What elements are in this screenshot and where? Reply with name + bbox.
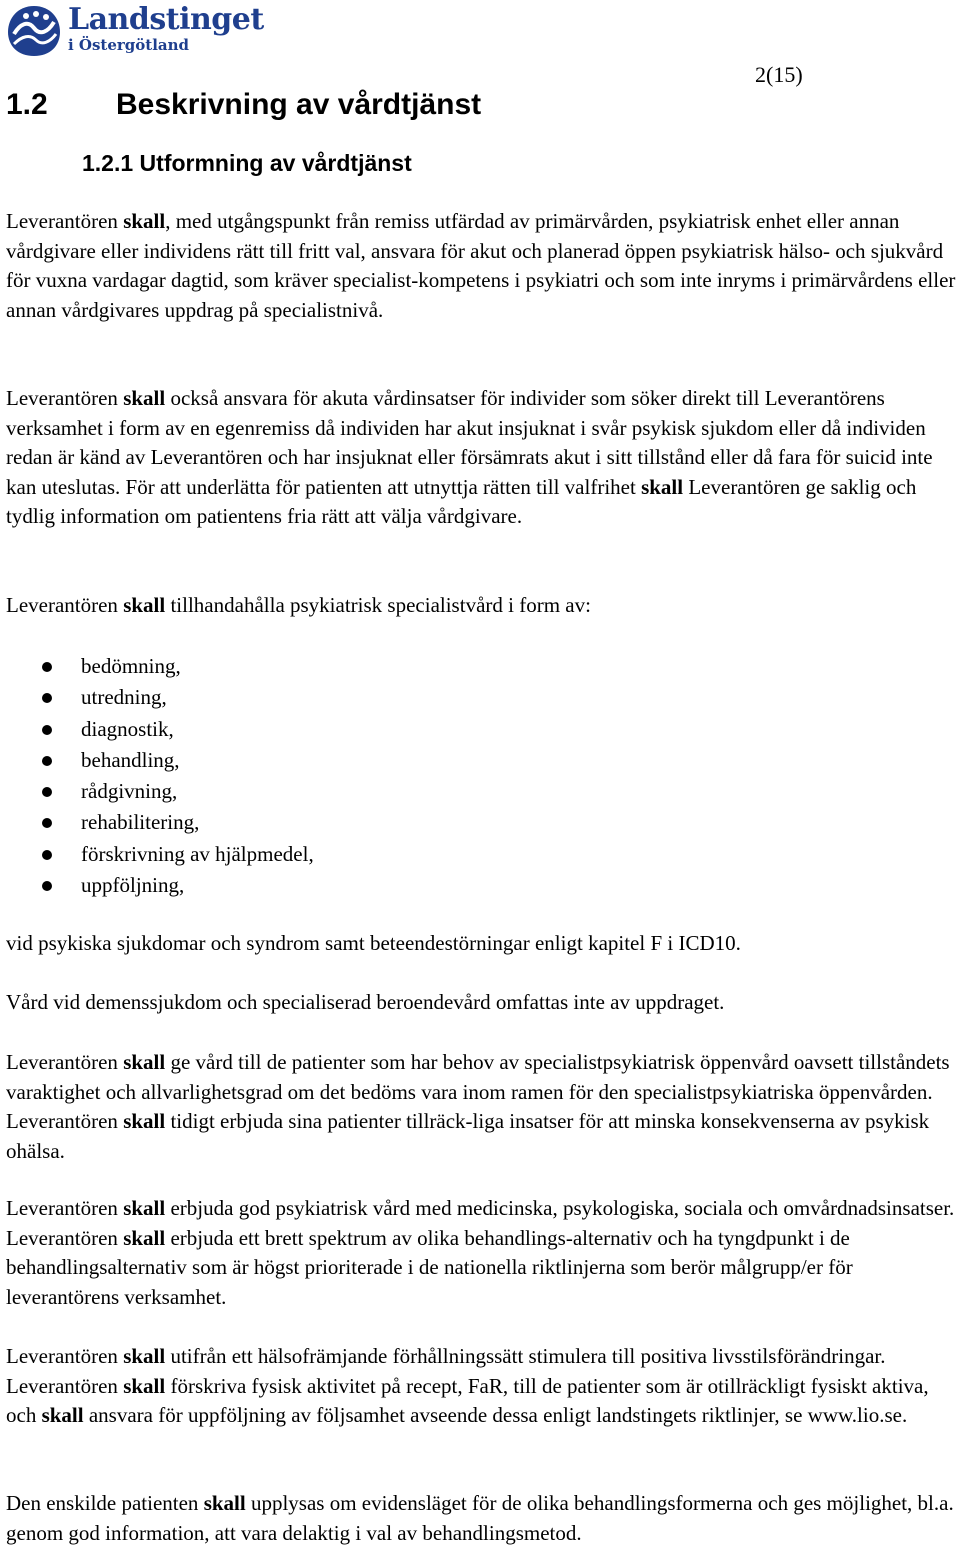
list-item: behandling, (0, 745, 600, 776)
list-item: bedömning, (0, 651, 600, 682)
section-number: 1.2 (6, 88, 48, 121)
paragraph-5: Vård vid demenssjukdom och specialiserad beroendevård omfattas inte av uppdraget. (6, 990, 725, 1014)
list-item: rehabilitering, (0, 807, 600, 838)
list-item: utredning, (0, 682, 600, 713)
bullet-icon (42, 850, 52, 860)
bullet-icon (42, 787, 52, 797)
paragraph-2: Leverantören skall också ansvara för akuta vårdinsatser för individer som söker direkt till Leverantörens verksamhet i form av en egenremiss då individen har akut insjuknat i svår psykisk sjukdom eller då individen redan är känd av Leverantören och har insjuknat eller försämrats akut i sitt tillstånd eller då fara för suicid inte kan uteslutas. För att underlätta för patienten att utnyttja rätten till valfrihet skall Leverantören ge saklig och tydlig information om patientens fria rätt att välja vårdgivare. (6, 386, 933, 528)
section-title: Beskrivning av vårdtjänst (116, 88, 482, 121)
list-item: uppföljning, (0, 870, 600, 901)
list-item: rådgivning, (0, 776, 600, 807)
paragraph-6: Leverantören skall ge vård till de patienter som har behov av specialistpsykiatrisk öppenvård oavsett tillståndets varaktighet och allvarlighetsgrad om det bedöms vara inom ramen för den specialistpsykiatriska öppenvården. Leverantören skall tidigt erbjuda sina patienter tillräck-liga insatser för att minska konsekvenserna av psykisk ohälsa. (6, 1050, 950, 1163)
county-emblem-icon (4, 2, 64, 60)
bullet-icon (42, 818, 52, 828)
paragraph-9: Den enskilde patienten skall upplysas om evidensläget för de olika behandlingsformerna och ges möjlighet, bl.a. genom god information, att vara delaktig i val av behandlingsmetod. (6, 1491, 954, 1545)
bullet-icon (42, 662, 52, 672)
list-item: diagnostik, (0, 714, 600, 745)
bullet-icon (42, 725, 52, 735)
page-number: 2(15) (755, 62, 803, 87)
paragraph-3: Leverantören skall tillhandahålla psykiatrisk specialistvård i form av: (6, 593, 591, 617)
logo-subtitle: i Östergötland (68, 36, 190, 54)
list-item: förskrivning av hjälpmedel, (0, 839, 600, 870)
service-list (0, 651, 600, 901)
paragraph-7: Leverantören skall erbjuda god psykiatrisk vård med medicinska, psykologiska, sociala och omvårdnadsinsatser. Leverantören skall erbjuda ett brett spektrum av olika behandlings-alternativ och ha tyngdpunkt i de behandlingsalternativ som är högst prioriterade i de nationella riktlinjerna som berör målgrupp/er för leverantörens verksamhet. (6, 1196, 955, 1309)
bullet-icon (42, 756, 52, 766)
paragraph-8: Leverantören skall utifrån ett hälsofrämjande förhållningssätt stimulera till positiva livsstilsförändringar. Leverantören skall förskriva fysisk aktivitet på recept, FaR, till de patienter som är otillräckligt fysiskt aktiva, och skall ansvara för uppföljning av följsamhet avseende dessa enligt landstingets riktlinjer, se www.lio.se. (6, 1344, 929, 1427)
bullet-icon (42, 881, 52, 891)
paragraph-1: Leverantören skall, med utgångspunkt från remiss utfärdad av primärvården, psykiatrisk enhet eller annan vårdgivare eller individens rätt till fritt val, ansvara för akut och planerad öppen psykiatrisk hälso- och sjukvård för vuxna vardagar dagtid, som kräver specialist-kompetens i psykiatri och som inte inryms i primärvårdens eller annan vårdgivares uppdrag på specialistnivå. (6, 209, 956, 322)
landstinget-logo (4, 2, 264, 64)
subsection-heading: 1.2.1 Utformning av vårdtjänst (82, 150, 412, 176)
logo-title: Landstinget (68, 2, 264, 37)
bullet-icon (42, 693, 52, 703)
section-heading (6, 88, 481, 122)
paragraph-4: vid psykiska sjukdomar och syndrom samt beteendestörningar enligt kapitel F i ICD10. (6, 931, 741, 955)
